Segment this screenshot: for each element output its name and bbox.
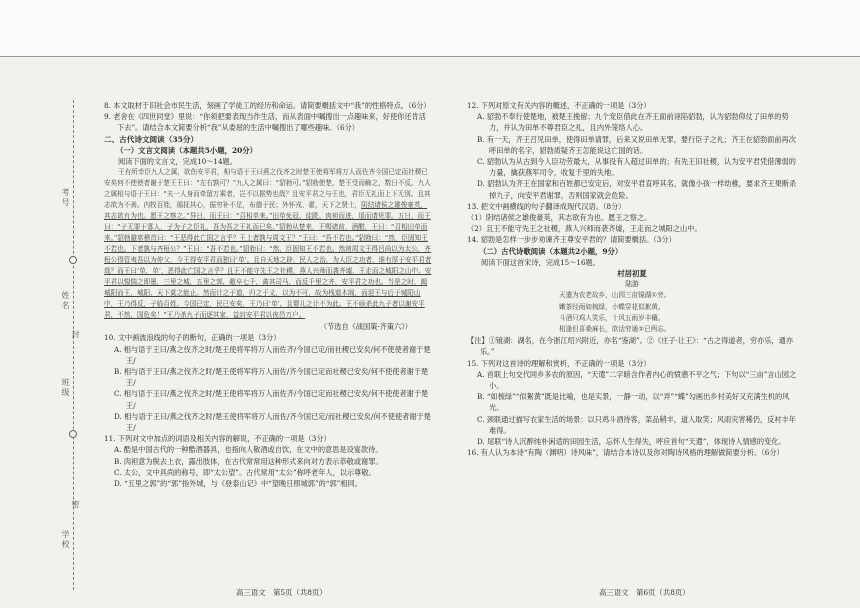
page-footer-6: 高三语文 第6页（共8页） xyxy=(599,588,690,597)
option-d: D. 貂勃认为齐王在国家和百姓都已安定后，对安平君直呼其名，就像小孩一样幼稚，要求齐王果断杀掉九子，向安平君谢罪，否则国家就会危险。 xyxy=(477,179,797,200)
reading-instruction: 阅读下面的文言文，完成10～14题。 xyxy=(118,157,237,167)
question-13-1: （1）阴结诸侯之雄俊豪英，其志欲有为也。愿王之察之。 xyxy=(467,213,652,223)
xuexiao-label: 学校 xyxy=(61,530,70,550)
subsection-heading: （一）文言文阅读（本题共5小题，20分） xyxy=(116,145,258,155)
scanner-top-margin xyxy=(0,0,860,56)
option-a: A. 酷是中国古代的一种酷酒器具，也指向人敬酒或自饮，在文中的意思是设宴款待。 xyxy=(114,445,383,455)
page-footer-5: 高三语文 第5页（共8页） xyxy=(236,588,327,597)
question-15: 15. 下列对这首诗的理解和赏析，不正确的一项是（3分） xyxy=(467,358,651,368)
poem-title: 村居初夏 xyxy=(617,269,647,279)
question-13: 13. 把文中画横线的句子翻译成现代汉语。（8分） xyxy=(467,201,626,211)
passage-part: 王有所幸臣九人之属，欲伤安平君，相与语于王曰燕之伐齐之时楚王使将军将万人而佐齐今国已定而社稷已安矣何不使使者谢于楚王王曰：“左右孰可？”九人之属曰：“貂勃可。”貂勃使楚，楚王受而觞之，数日不反。九人之属相与语于王曰：“夫一人身而牵留万乘者，岂不以据势也哉？且安平君之与王也，君臣无礼而上下无别。且其志欲为不善。内牧百姓，循抚其心，振穷补不足，布德于民；外怀戎、翟，天下之贤士， xyxy=(104,168,431,210)
xingming-label: 姓名 xyxy=(61,291,70,311)
question-8: 8. 本文取材于旧社会市民生活，刻画了学徒工的经历和命运。请简要概括文中“我”的性格特点。（6分） xyxy=(104,101,431,110)
binding-circle xyxy=(69,256,77,264)
option-c: C. 貂勃认为从古到今人臣功劳最大，从事没有人超过田单的；有先王旧社稷，认为安平君凭借薄弱的力量，擒获燕军司令，收复千里的失地。 xyxy=(477,157,796,178)
poem-note: 【注】①镜湖：湖名，在今浙江绍兴附近，亦名“鉴湖”。②《庄子·让王》：“古之得道者，穷亦乐，通亦乐。” xyxy=(467,336,793,357)
mi-mark: 密 xyxy=(71,500,80,510)
binding-dashed-line xyxy=(73,100,74,590)
question-11: 11. 下列对文中加点的词语及相关内容的解说，不正确的一项是（3分） xyxy=(104,434,331,444)
option-a: A. 相与语于王曰/燕之伐齐之时/楚王使将军将万人而佐齐/今国已定/而社稷已安矣/何不使使者谢于楚王/ xyxy=(114,344,431,365)
poem-line: 相逢但喜桑麻长，欲话穷通②已两忘。 xyxy=(559,325,671,334)
question-16: 16. 有人认为本诗“有陶（渊明）诗风味”，请结合本诗以及你对陶诗风格的理解做简要分析。（6分） xyxy=(467,448,784,458)
option-a: A. 首联上句交代同乡多农的原因，“天遣”二字暗含作者内心的愤懑不平之气；下句以“三亩”言山园之小。 xyxy=(477,369,797,391)
poem-line: 天遣为农老故乡，山园三亩镜湖①旁。 xyxy=(559,291,671,300)
option-c: C. 太公，文中具尚的称号，即“太公望”。古代常用“太公”称呼老年人，以示尊敬。 xyxy=(114,467,376,477)
option-b: B. 肉袒意为脱去上衣，露出肢体，在古代常常用这种形式来向对方表示恭敬或谢罪。 xyxy=(114,456,383,466)
binding-circle xyxy=(69,430,77,438)
underlined-sentence: 且王不能守先王之社稷，燕人兴师而袭齐墟，王走而之城阳之山中。安平君以惴惴之即墨，三里之城，五里之郭，敝卒七千，禽其司马，而反千里之齐，安平君之功也。当是之时，阖城阳而王，城阳、天下莫之能止。然而计之于道，归之于义，以为不可，故为栈道木阁，而迎王与后于城阳山中，王乃得反，子临百姓。今国已定，民已安矣，王乃曰‘单’。且婴儿之计不为此。王不亟杀此九子者以谢安平君，不然，国危矣！”王乃杀九子而逐其家，益封安平君以夜邑万户。 xyxy=(104,267,432,320)
classical-passage xyxy=(104,167,432,321)
question-13-2: （2）且王不能守先王之社稷，燕人兴师而袭齐墟，王走而之城阳之山中。 xyxy=(467,224,702,234)
option-d: D. 相与语于王曰/燕之伐齐之时/楚王使将军将万人而佐/齐今国已定/而社稷已安矣/何不使使者谢于楚王/ xyxy=(114,411,431,433)
reading-instruction: 阅读下面这首宋诗，完成15～16题。 xyxy=(481,257,600,267)
option-c: C. 颈联通过描写农家生活的场景：以只鸡斗酒待客，菜品稍丰，道人取笑；风雨灾害稀仍，反衬丰年难得。 xyxy=(477,414,796,435)
option-d: D. 尾联“诗人沉醉纯朴闲适的田园生活，忘怀人生得失，呼应首句“天遣”，体现诗人情感的变化。 xyxy=(477,437,786,447)
poem-line: 嫩茶经雨如梳绿，小蝶穿花似絮黄。 xyxy=(559,302,665,311)
section-heading: 二、古代诗文阅读（35分） xyxy=(104,134,199,144)
option-b: B. 相与语于王曰/燕之伐齐之时/楚王使将军将万人而佐/齐今国已定而社稷已安矣/何不使使者谢于楚王/ xyxy=(114,367,429,388)
question-12: 12. 下列对原文有关内容的概述，不正确的一项是（3分） xyxy=(467,101,651,110)
option-c: C. 相与语于王曰/燕之伐齐之时/楚王使将军将万人而佐齐/今国已定而社稷已安矣/何不使使者谢于楚王/ xyxy=(114,389,429,410)
passage-source: （节选自《战国策·齐策六》） xyxy=(319,322,412,332)
feng-mark: 封 xyxy=(71,330,80,340)
option-d: D. “五里之郭”的“郭”指外城，与《登泰山记》中“望晚日照城郭”的“郭”相同。 xyxy=(114,479,362,489)
underlined-sentence: 阴结诸侯之雄俊豪英，其志欲有为也。愿王之察之。”异日，而王曰：“召相单来。”田单免冠、徒跣、肉袒而进，退而请死罪。五日，而王曰：“子无罪于寡人，子为子之臣礼，吾为吾之王礼而已矣。”貂勃从楚来，王赐诸前，酒酣，王曰：“召相田单而来。”貂勃避席稽首曰：“王恶得此亡国之言乎？王上者孰与周文王？”王曰：“吾不若也。”貂勃曰：“然，臣固知王不若也。下者孰与齐桓公？”王曰：“吾不若也。”貂勃曰：“然，臣固知王不若也。然则周文王得吕尚以为太公，齐桓公得管夷吾以为仲父，今王得安平君而独曰‘单’。且自天地之辟，民人之治，为人臣之功者，谁有厚于安平君者哉？而王曰‘单，单’，恶得此亡国之言乎？ xyxy=(104,201,432,276)
page-5-column xyxy=(104,100,432,489)
option-b: B. 有一天，齐王召见田单，使得田单请罪，后来又说田单无罪，要行臣子之礼；齐王在貂勃面前再次呼田单的名字，貂勃质疑齐王怎能说这亡国的话。 xyxy=(477,134,796,155)
option-b: B. “如梳绿”“似絮黄”既是比喻，也是实景，一静一动，以“弄”“蝶”勾画出乡村美好又充满生机的风光。 xyxy=(477,392,790,413)
question-14: 14. 貂勃是怎样一步步劝谏齐王尊安平君的？请简要概括。（3分） xyxy=(467,235,676,245)
option-a: A. 貂勃不奉行使楚地，被楚王挽留；九个宠臣借此在齐王面前诬陷貂勃，认为貂勃仰仗了田单的势力，并认为田单不尊君臣之礼，且内外笼络人心。 xyxy=(477,112,789,133)
kaohao-label: 考号 xyxy=(61,188,70,208)
subsection-heading: （二）古代诗歌阅读（本题共2小题，9分） xyxy=(479,246,623,256)
question-10: 10. 文中画波浪线的句子的断句，正确的一项是（3分） xyxy=(104,333,281,343)
poem-line: 斗酒只鸡人笑乐，十风五雨岁丰穰。 xyxy=(559,313,665,322)
question-9: 9. 老舍在《四世同堂》里说：“你须把要表现当作生活，而从表面中嘱搜出一点趣味来，好使你还肯活下去”。请结合本文简要分析“我”从委屈的生活中嘱搜出了哪些趣味。（6分） xyxy=(104,112,426,133)
poem-author: 陆游 xyxy=(625,280,639,289)
banji-label: 班级 xyxy=(61,378,70,398)
page-6-column xyxy=(467,100,797,459)
